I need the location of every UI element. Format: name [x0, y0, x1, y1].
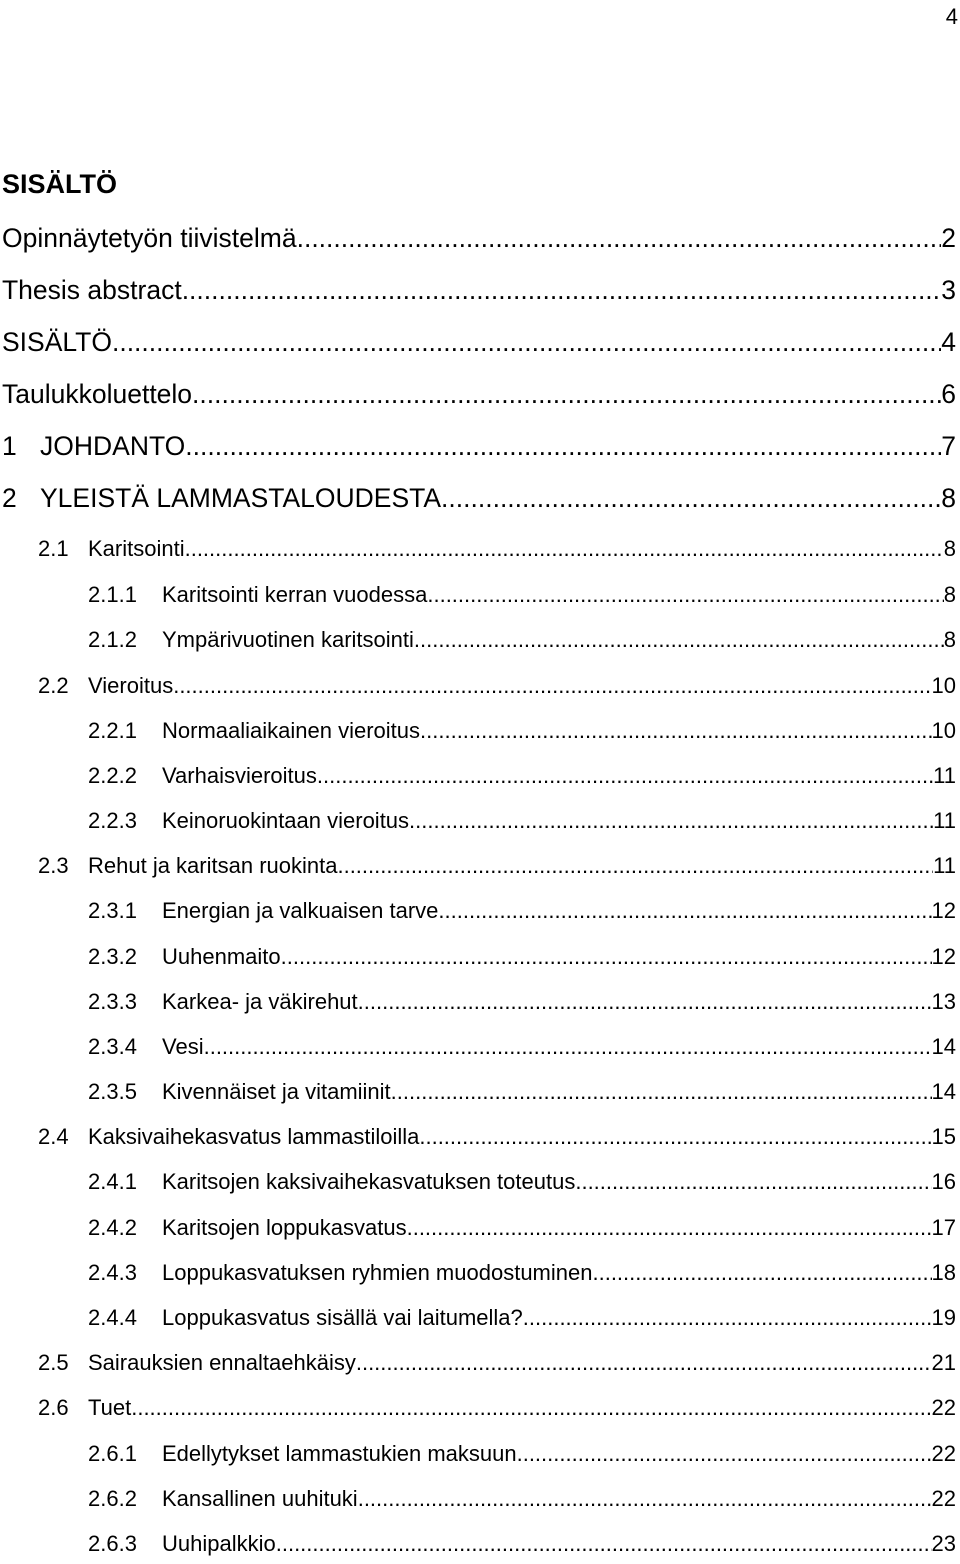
toc-entry-page: 22: [931, 1441, 956, 1466]
toc-entry-number: 1: [2, 431, 17, 461]
toc-entry-2-4-4[interactable]: [88, 1304, 956, 1332]
toc-entry-2[interactable]: [2, 482, 956, 514]
toc-entry-title: YLEISTÄ LAMMASTALOUDESTA: [40, 483, 442, 513]
toc-entry-number: 2.4.3: [88, 1260, 137, 1285]
toc-entry-1[interactable]: [2, 430, 956, 462]
toc-entry-page: 12: [931, 944, 956, 969]
toc-entry-title: Loppukasvatus sisällä vai laitumella?: [162, 1305, 523, 1330]
toc-entry-number: 2.6.2: [88, 1486, 137, 1511]
toc-entry-number: 2.1: [38, 536, 69, 561]
toc-entry-2-1[interactable]: [38, 535, 956, 563]
toc-entry-title: Karitsojen kaksivaihekasvatuksen toteutus: [162, 1169, 576, 1194]
toc-entry-title: Karitsointi: [88, 536, 185, 561]
toc-entry-taulukkoluettelo[interactable]: [2, 378, 956, 410]
toc-entry-title: Ympärivuotinen karitsointi: [162, 627, 414, 652]
toc-entry-title: Uuhipalkkio: [162, 1531, 276, 1556]
toc-entry-page: 18: [931, 1260, 956, 1285]
toc-entry-tiivistelma[interactable]: [2, 222, 956, 254]
toc-entry-page: 15: [931, 1124, 956, 1149]
toc-entry-number: 2.3: [38, 853, 69, 878]
toc-entry-title: Vesi: [162, 1034, 204, 1059]
toc-entry-page: 10: [931, 673, 956, 698]
toc-entry-title: Kivennäiset ja vitamiinit: [162, 1079, 391, 1104]
toc-entry-page: 19: [931, 1305, 956, 1330]
toc-entry-title: Karkea- ja väkirehut: [162, 989, 358, 1014]
toc-entry-page: 11: [933, 808, 956, 833]
toc-entry-number: 2.3.5: [88, 1079, 137, 1104]
toc-entry-2-4[interactable]: [38, 1123, 956, 1151]
toc-entry-page: 12: [931, 898, 956, 923]
toc-entry-2-2-2[interactable]: [88, 762, 956, 790]
toc-entry-2-2-1[interactable]: [88, 717, 956, 745]
toc-entry-page: 10: [931, 718, 956, 743]
toc-entry-title: Kansallinen uuhituki: [162, 1486, 358, 1511]
toc-entry-page: 4: [941, 327, 956, 357]
toc-entry-number: 2.6.1: [88, 1441, 137, 1466]
toc-entry-title: Opinnäytetyön tiivistelmä: [2, 223, 297, 253]
toc-entry-sisalto[interactable]: [2, 326, 956, 358]
toc-entry-title: Edellytykset lammastukien maksuun: [162, 1441, 517, 1466]
toc-entry-page: 8: [943, 536, 956, 561]
page-number: 4: [945, 4, 958, 29]
toc-entry-title: Tuet: [88, 1395, 132, 1420]
toc-entry-title: Thesis abstract: [2, 275, 182, 305]
toc-entry-title: JOHDANTO: [40, 431, 186, 461]
toc-entry-page: 21: [931, 1350, 956, 1375]
toc-entry-title: Keinoruokintaan vieroitus: [162, 808, 410, 833]
toc-entry-number: 2.6: [38, 1395, 69, 1420]
toc-entry-title: Karitsojen loppukasvatus: [162, 1215, 407, 1240]
toc-entry-page: 22: [931, 1486, 956, 1511]
toc-entry-abstract[interactable]: [2, 274, 956, 306]
toc-entry-page: 11: [933, 853, 956, 878]
toc-entry-page: 14: [931, 1079, 956, 1104]
toc-entry-2-3-1[interactable]: [88, 897, 956, 925]
toc-entry-title: Loppukasvatuksen ryhmien muodostuminen: [162, 1260, 593, 1285]
toc-entry-2-6-2[interactable]: [88, 1485, 956, 1513]
toc-entry-page: 13: [931, 989, 956, 1014]
toc-entry-number: 2.5: [38, 1350, 69, 1375]
toc-entry-2-4-3[interactable]: [88, 1259, 956, 1287]
toc-entry-title: Varhaisvieroitus: [162, 763, 317, 788]
toc-entry-2-6[interactable]: [38, 1394, 956, 1422]
toc-entry-2-5[interactable]: [38, 1349, 956, 1377]
toc-entry-2-6-3[interactable]: [88, 1530, 956, 1558]
toc-entry-page: 7: [941, 431, 956, 461]
toc-entry-number: 2.2.2: [88, 763, 137, 788]
toc-entry-page: 16: [931, 1169, 956, 1194]
toc-entry-2-1-1[interactable]: [88, 581, 956, 609]
toc-entry-2-4-1[interactable]: [88, 1168, 956, 1196]
toc-entry-title: Normaaliaikainen vieroitus: [162, 718, 421, 743]
toc-entry-title: Kaksivaihekasvatus lammastiloilla: [88, 1124, 420, 1149]
toc-entry-number: 2.3.1: [88, 898, 137, 923]
toc-entry-number: 2.2.3: [88, 808, 137, 833]
toc-entry-number: 2.2.1: [88, 718, 137, 743]
toc-entry-number: 2.1.2: [88, 627, 137, 652]
toc-entry-2-6-1[interactable]: [88, 1440, 956, 1468]
toc-entry-number: 2.6.3: [88, 1531, 137, 1556]
toc-entry-page: 8: [943, 582, 956, 607]
toc-entry-2-3-3[interactable]: [88, 988, 956, 1016]
toc-entry-number: 2.4.4: [88, 1305, 137, 1330]
toc-entry-number: 2.1.1: [88, 582, 137, 607]
toc-entry-2-3-2[interactable]: [88, 943, 956, 971]
toc-entry-2-3-4[interactable]: [88, 1033, 956, 1061]
toc-entry-title: Taulukkoluettelo: [2, 379, 193, 409]
toc-entry-2-3[interactable]: [38, 852, 956, 880]
toc-entry-page: 6: [941, 379, 956, 409]
toc-entry-page: 22: [931, 1395, 956, 1420]
toc-entry-page: 3: [941, 275, 956, 305]
toc-entry-number: 2.4.1: [88, 1169, 137, 1194]
toc-entry-number: 2.4.2: [88, 1215, 137, 1240]
toc-entry-page: 11: [933, 763, 956, 788]
toc-entry-title: SISÄLTÖ: [2, 327, 112, 357]
toc-entry-title: Rehut ja karitsan ruokinta: [88, 853, 338, 878]
toc-entry-2-4-2[interactable]: [88, 1214, 956, 1242]
toc-entry-page: 8: [943, 627, 956, 652]
toc-entry-2-1-2[interactable]: [88, 626, 956, 654]
toc-entry-page: 14: [931, 1034, 956, 1059]
toc-entry-title: Karitsointi kerran vuodessa: [162, 582, 428, 607]
toc-entry-number: 2.3.4: [88, 1034, 137, 1059]
toc-entry-2-3-5[interactable]: [88, 1078, 956, 1106]
toc-entry-number: 2: [2, 483, 17, 513]
toc-entry-page: 8: [941, 483, 956, 513]
toc-entry-page: 17: [931, 1215, 956, 1240]
toc-entry-page: 23: [931, 1531, 956, 1556]
toc-entry-title: Uuhenmaito: [162, 944, 281, 969]
toc-entry-title: Sairauksien ennaltaehkäisy: [88, 1350, 356, 1375]
toc-entry-number: 2.3.2: [88, 944, 137, 969]
toc-entry-number: 2.4: [38, 1124, 69, 1149]
toc-heading: SISÄLTÖ: [2, 169, 118, 199]
toc-entry-page: 2: [941, 223, 956, 253]
toc-entry-2-2[interactable]: [38, 672, 956, 700]
toc-entry-2-2-3[interactable]: [88, 807, 956, 835]
toc-entry-title: Energian ja valkuaisen tarve: [162, 898, 439, 923]
toc-entry-number: 2.2: [38, 673, 69, 698]
toc-entry-title: Vieroitus: [88, 673, 174, 698]
toc-entry-number: 2.3.3: [88, 989, 137, 1014]
